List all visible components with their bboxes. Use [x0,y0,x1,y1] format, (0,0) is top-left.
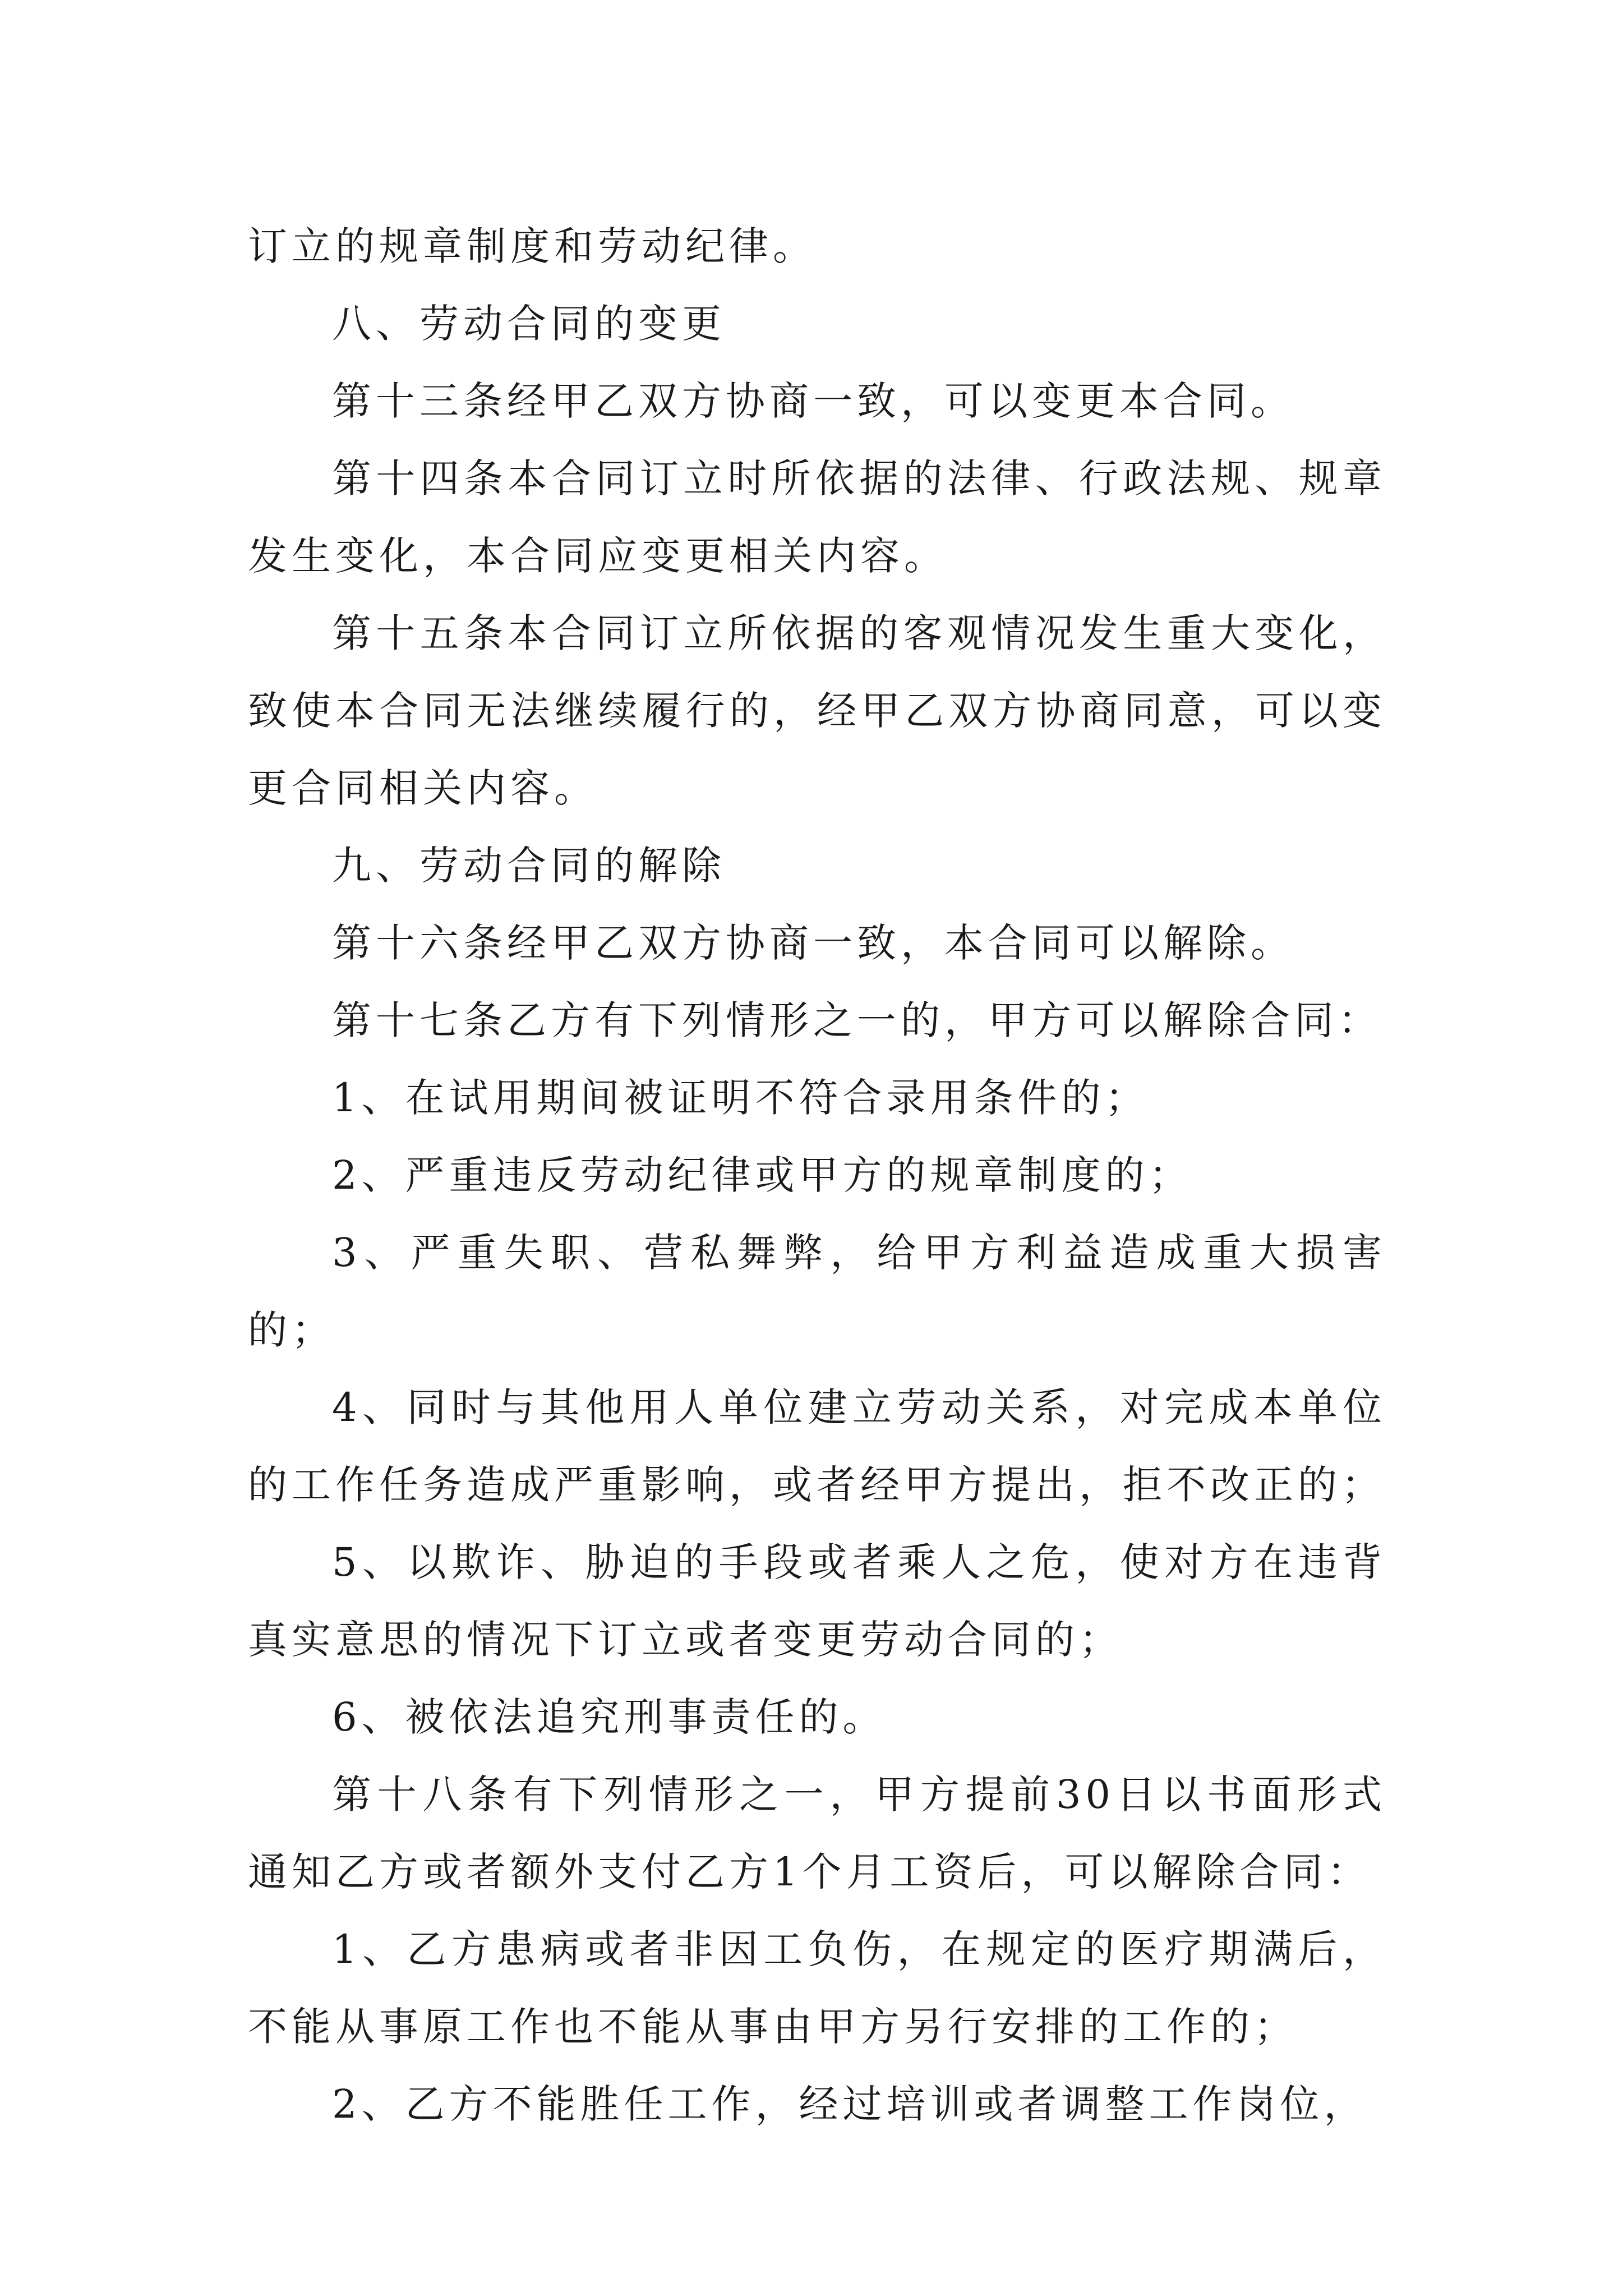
list-item: 1、在试用期间被证明不符合录用条件的； [332,1075,1149,1121]
paragraph: 第十八条有下列情形之一，甲方提前30日以书面形式通知乙方或者额外支付乙方1个月工资后，可以解除合同： [248,1772,1386,1895]
paragraph: 第十三条经甲乙双方协商一致，可以变更本合同。 [332,378,1294,424]
paragraph: 第十五条本合同订立所依据的客观情况发生重大变化，致使本合同无法继续履行的，经甲乙双方协商同意，可以变更合同相关内容。 [248,610,1386,811]
list-item: 2、严重违反劳动纪律或甲方的规章制度的； [332,1152,1193,1198]
document-body [248,208,1386,2143]
list-item: 2、乙方不能胜任工作，经过培训或者调整工作岗位， [332,2081,1368,2127]
list-item: 1、乙方患病或者非因工负伤，在规定的医疗期满后，不能从事原工作也不能从事由甲方另行安排的工作的； [248,1926,1386,2050]
paragraph: 订立的规章制度和劳动纪律。 [248,223,817,269]
list-item: 4、同时与其他用人单位建立劳动关系，对完成本单位的工作任务造成严重影响，或者经甲方提出，拒不改正的； [248,1384,1386,1508]
list-item: 6、被依法追究刑事责任的。 [332,1694,887,1740]
section-heading: 九、劳动合同的解除 [332,843,726,889]
section-heading: 八、劳动合同的变更 [332,301,726,347]
paragraph: 第十四条本合同订立时所依据的法律、行政法规、规章发生变化，本合同应变更相关内容。 [248,455,1386,579]
paragraph: 第十六条经甲乙双方协商一致，本合同可以解除。 [332,920,1294,966]
list-item: 5、以欺诈、胁迫的手段或者乘人之危，使对方在违背真实意思的情况下订立或者变更劳动合同的； [248,1539,1386,1663]
paragraph: 第十七条乙方有下列情形之一的，甲方可以解除合同： [332,997,1382,1043]
list-item: 3、严重失职、营私舞弊，给甲方利益造成重大损害的； [248,1230,1386,1353]
